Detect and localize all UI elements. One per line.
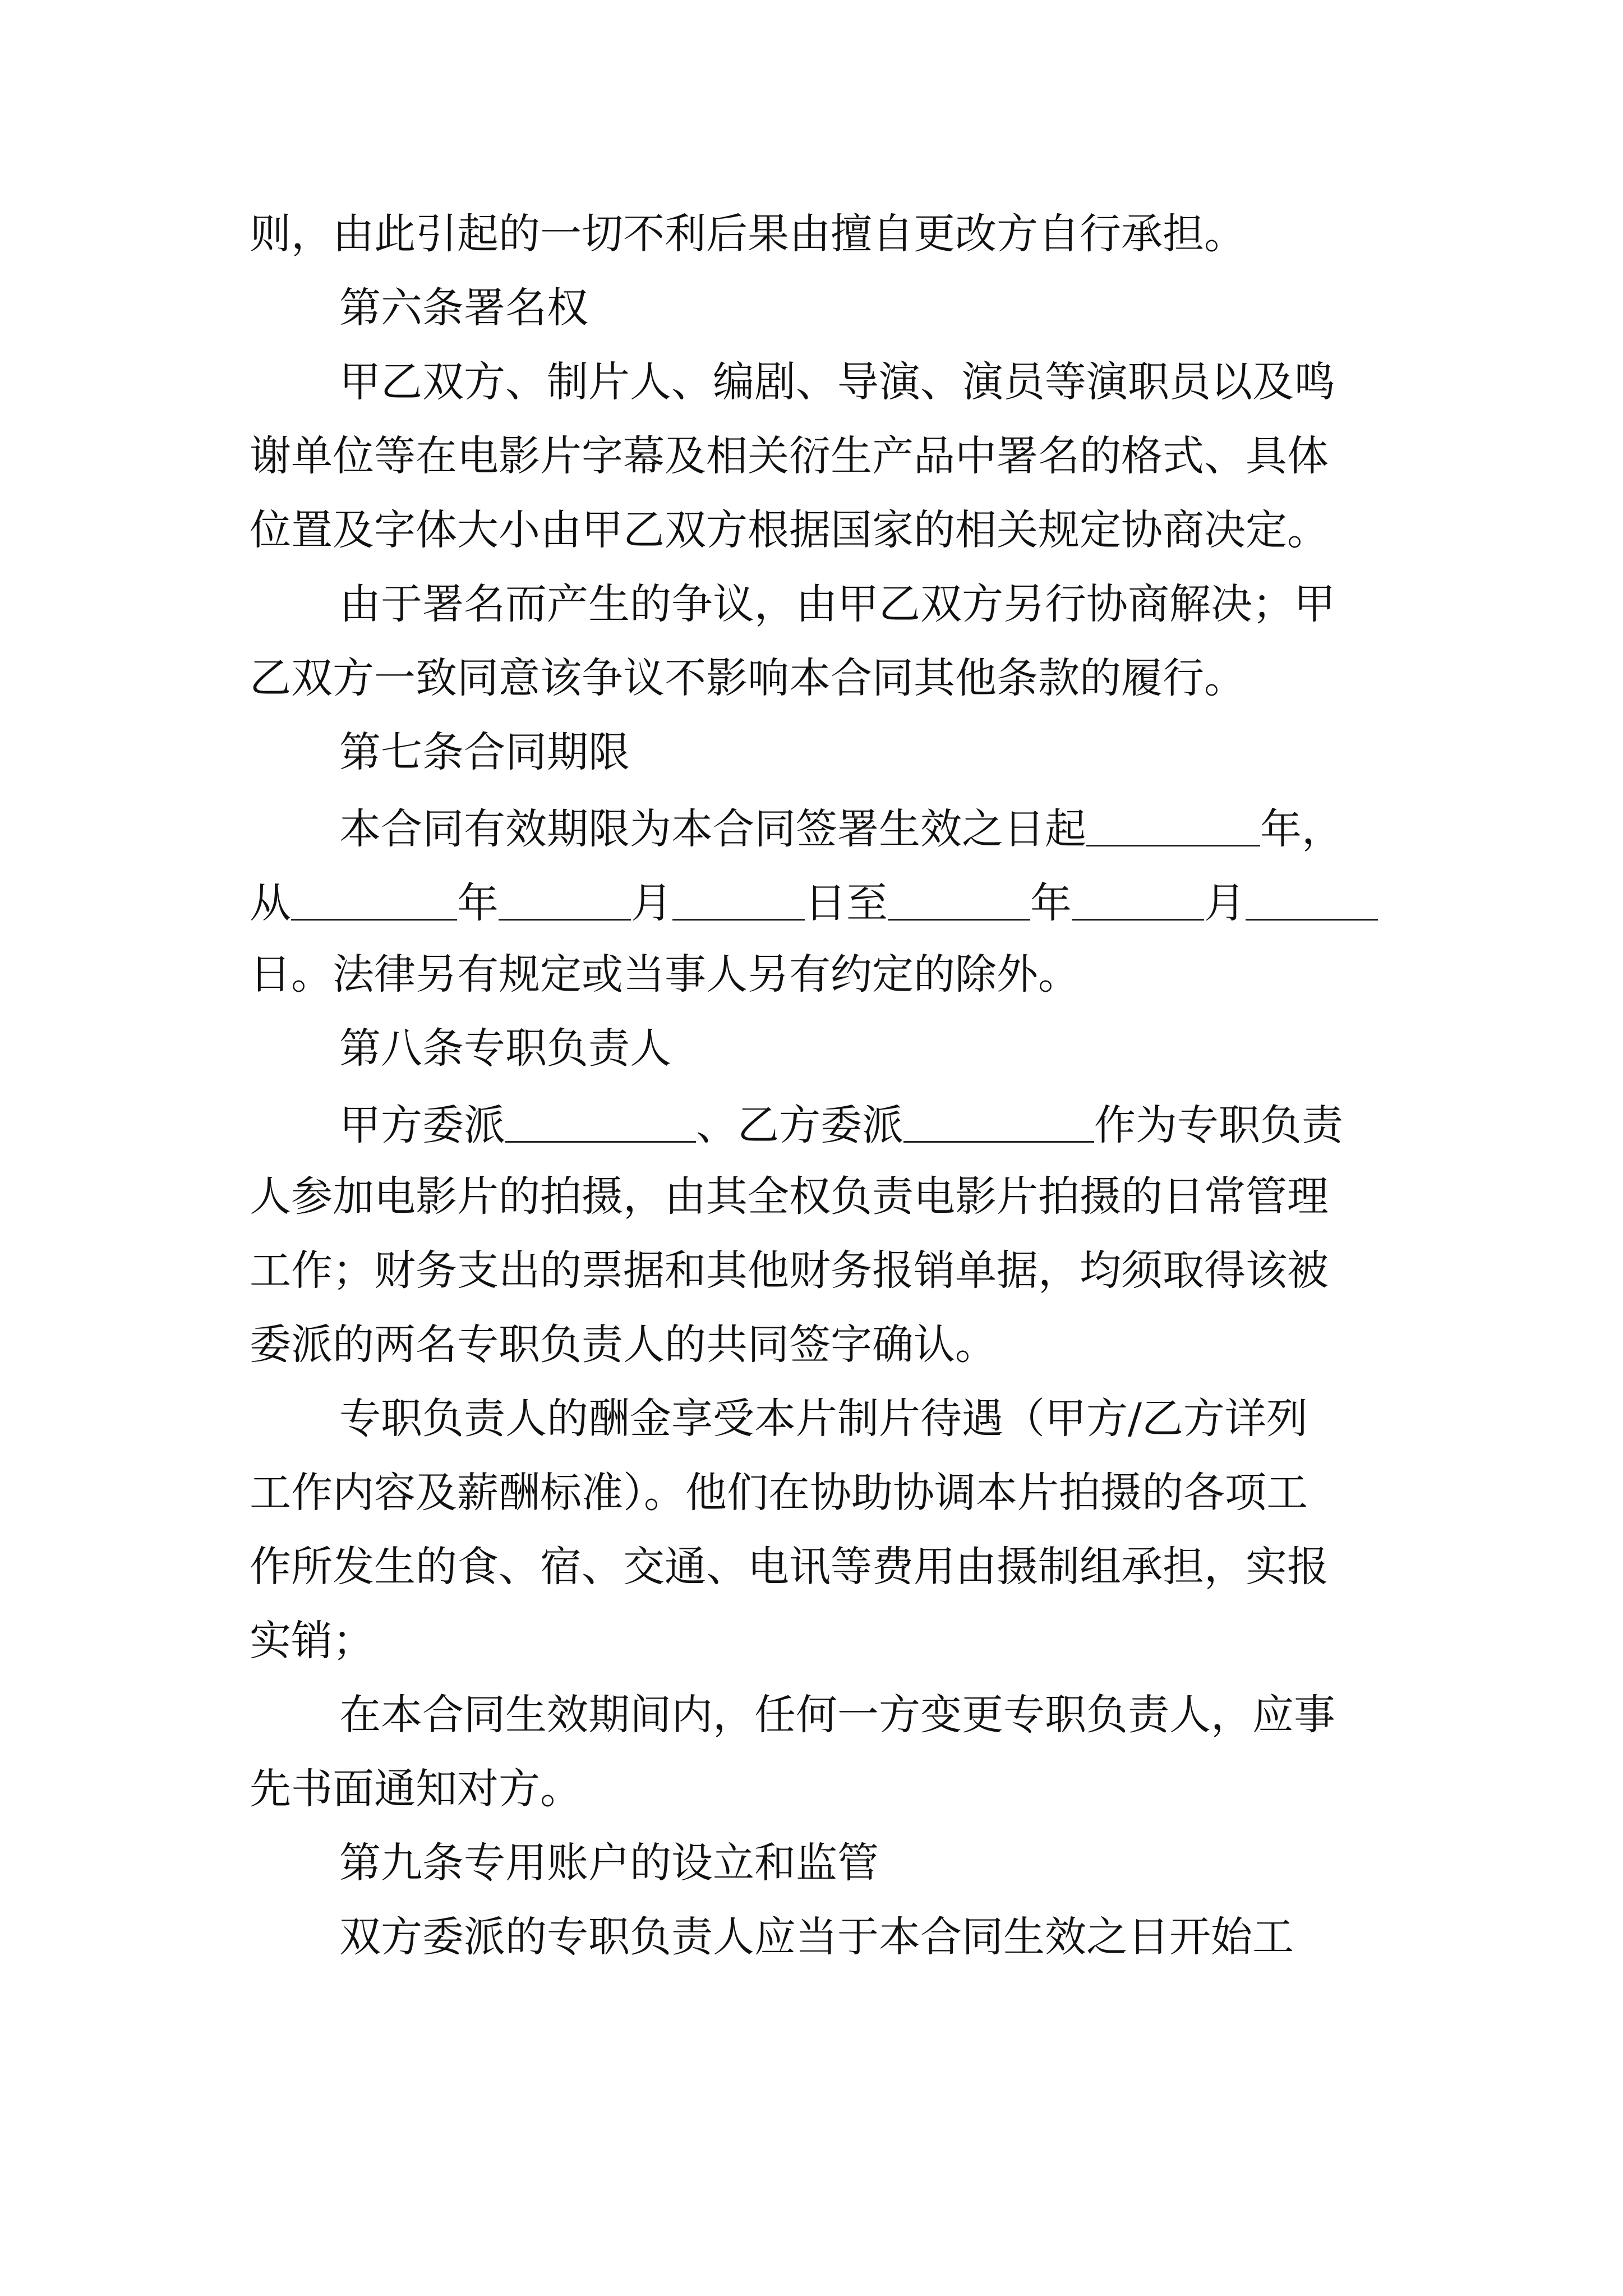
year-label: 年 [457,879,499,927]
term-years-blank[interactable] [1086,806,1260,846]
article-8-heading: 第八条专职负责人 [339,1024,671,1073]
article-7-heading: 第七条合同期限 [339,728,630,776]
term-line [339,805,1343,853]
paragraph-line: 实销； [250,1617,374,1665]
month-label: 月 [631,879,672,927]
article-6-heading: 第六条署名权 [339,284,588,332]
paragraph-line: 由于署名而产生的争议，由甲乙双方另行协商解决；甲 [339,580,1335,628]
date-from-label: 从 [250,879,291,927]
paragraph-line: 甲乙双方、制片人、编剧、导演、演员等演职员以及鸣 [339,358,1335,406]
term-text: 本合同有效期限为本合同签署生效之日起 [339,805,1086,853]
paragraph-line: 乙双方一致同意该争议不影响本合同其他条款的履行。 [250,654,1246,702]
year-label: 年 [1030,879,1072,927]
date-range-line [250,879,1378,927]
end-day-blank[interactable] [1246,880,1378,921]
delegate-line [339,1101,1343,1149]
party-a-label: 甲方委派 [339,1101,505,1149]
paragraph-line: 先书面通知对方。 [250,1765,582,1813]
party-a-delegate-blank[interactable] [505,1102,696,1143]
paragraph-line: 日。法律另有规定或当事人另有约定的除外。 [250,950,1080,999]
party-b-label: 、乙方委派 [696,1101,903,1149]
paragraph-line: 在本合同生效期间内，任何一方变更专职负责人，应事 [339,1691,1335,1739]
start-year-blank[interactable] [291,880,457,921]
paragraph-line: 委派的两名专职负责人的共同签字确认。 [250,1320,997,1369]
paragraph-line: 工作内容及薪酬标准）。他们在协助协调本片拍摄的各项工 [250,1469,1308,1517]
term-year-suffix: 年， [1260,805,1343,853]
end-month-blank[interactable] [1072,880,1204,921]
article-9-heading: 第九条专用账户的设立和监管 [339,1839,879,1887]
paragraph-line: 作所发生的食、宿、交通、电讯等费用由摄制组承担，实报 [250,1543,1329,1591]
month-label: 月 [1204,879,1246,927]
delegate-role-text: 作为专职负责 [1094,1101,1343,1149]
end-year-blank[interactable] [888,880,1030,921]
paragraph-line: 双方委派的专职负责人应当于本合同生效之日开始工 [339,1913,1294,1961]
day-to-label: 日至 [805,879,888,927]
paragraph-line: 专职负责人的酬金享受本片制片待遇（甲方/乙方详列 [339,1395,1308,1443]
paragraph-line: 谢单位等在电影片字幕及相关衍生产品中署名的格式、具体 [250,432,1329,480]
start-day-blank[interactable] [672,880,805,921]
paragraph-line: 则，由此引起的一切不利后果由擅自更改方自行承担。 [250,210,1246,258]
paragraph-line: 位置及字体大小由甲乙双方根据国家的相关规定协商决定。 [250,506,1329,554]
paragraph-line: 工作；财务支出的票据和其他财务报销单据，均须取得该被 [250,1246,1329,1295]
paragraph-line: 人参加电影片的拍摄，由其全权负责电影片拍摄的日常管理 [250,1172,1329,1221]
party-b-delegate-blank[interactable] [903,1102,1094,1143]
start-month-blank[interactable] [499,880,631,921]
